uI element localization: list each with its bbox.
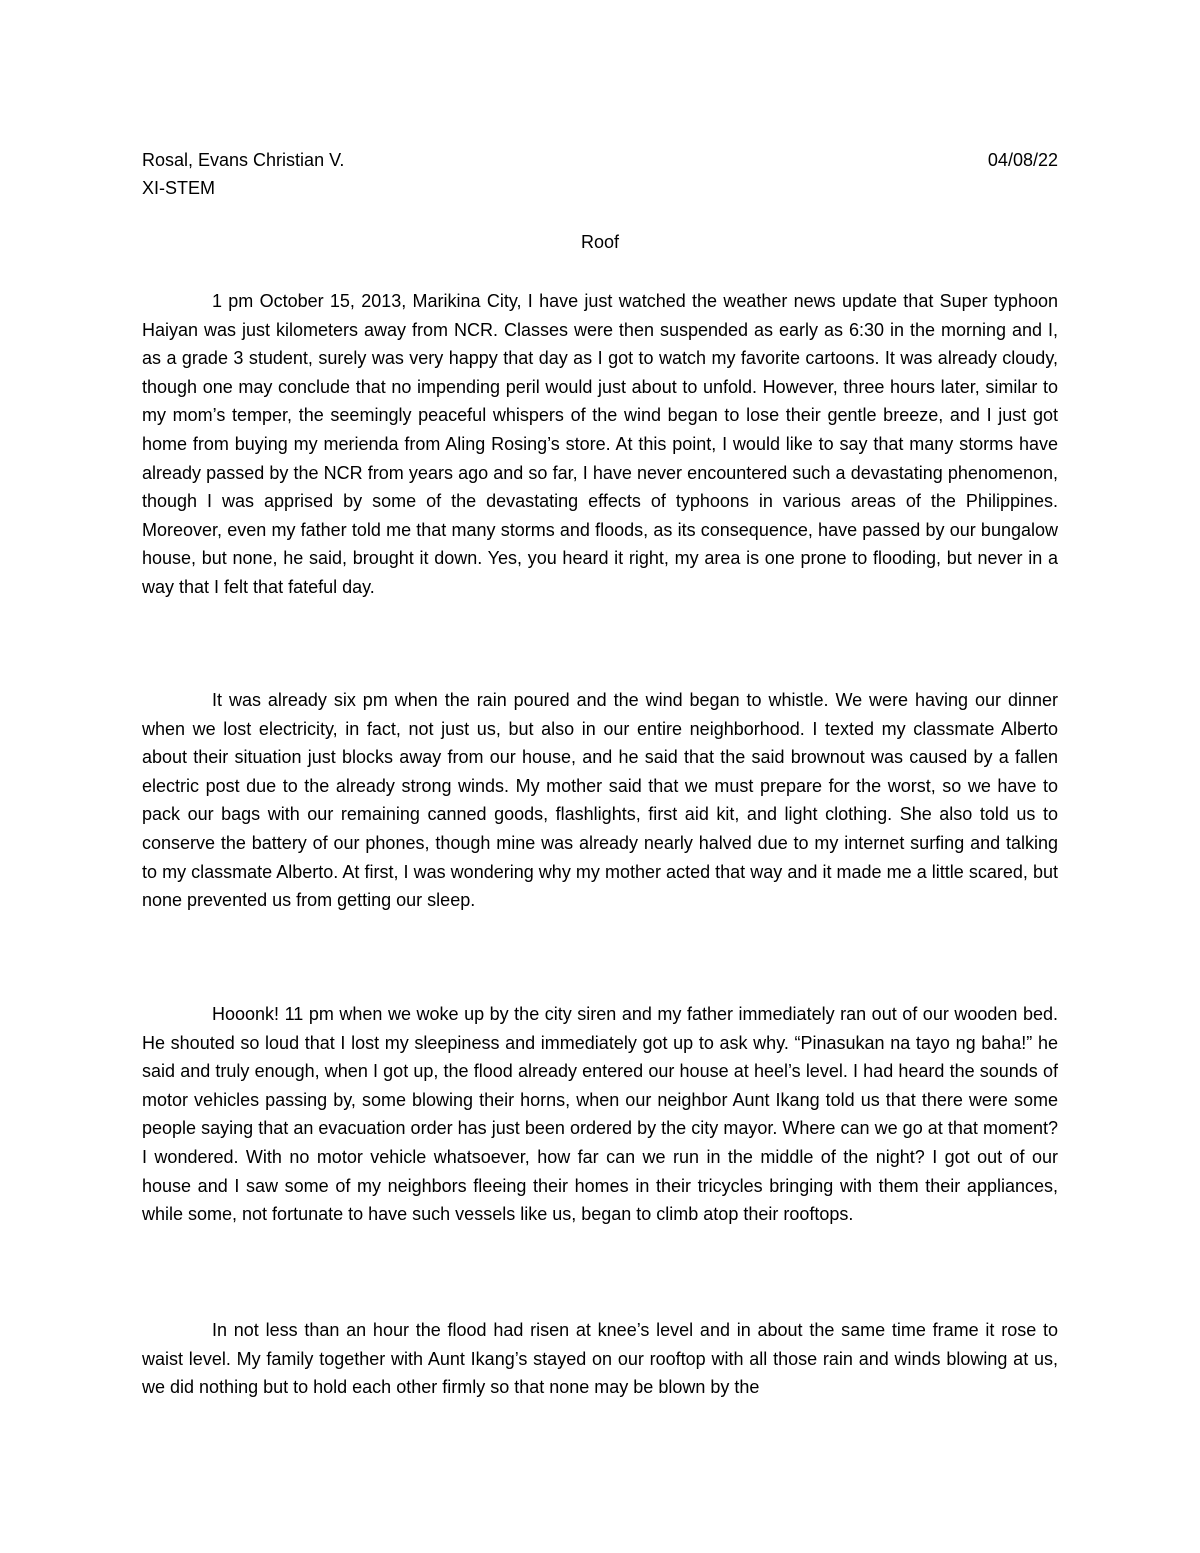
paragraph-4: In not less than an hour the flood had risen at knee’s level and in about the same time frame it rose to waist level. My family together with Aunt Ikang’s stayed on our rooftop with all those rain and winds blowing at us, we did nothing but to hold each other firmly so that none may be blown by the <box>142 1320 1058 1398</box>
paragraph-3: Hooonk! 11 pm when we woke up by the city siren and my father immediately ran out of our wooden bed. He shouted so loud that I lost my sleepiness and immediately got up to ask why. “Pinasukan na tayo ng baha!” he said and truly enough, when I got up, the flood already entered our house at heel’s level. I had heard the sounds of motor vehicles passing by, some blowing their horns, when our neighbor Aunt Ikang told us that there were some people saying that an evacuation order has just been ordered by the city mayor. Where can we go at that moment? I wondered. With no motor vehicle whatsoever, how far can we run in the middle of the night? I got out of our house and I saw some of my neighbors fleeing their homes in their tricycles bringing with them their appliances, while some, not fortunate to have such vessels like us, began to climb atop their rooftops. <box>142 1004 1058 1225</box>
header-line-author-date <box>142 146 1058 174</box>
student-section: XI-STEM <box>142 178 216 198</box>
document-date: 04/08/22 <box>987 150 1058 170</box>
paragraph-1: 1 pm October 15, 2013, Marikina City, I have just watched the weather news update that Super typhoon Haiyan was just kilometers away from NCR. Classes were then suspended as early as 6:30 in the morning and I, as a grade 3 student, surely was very happy that day as I got to watch my favorite cartoons. It was already cloudy, though one may conclude that no impending peril would just about to unfold. However, three hours later, similar to my mom’s temper, the seemingly peaceful whispers of the wind began to lose their gentle breeze, and I just got home from buying my merienda from Aling Rosing’s store. At this point, I would like to say that many storms have already passed by the NCR from years ago and so far, I have never encountered such a devastating phenomenon, though I was apprised by some of the devastating effects of typhoons in various areas of the Philippines. Moreover, even my father told me that many storms and floods, as its consequence, have passed by our bungalow house, but none, he said, brought it down. Yes, you heard it right, my area is one prone to flooding, but never in a way that I felt that fateful day. <box>142 291 1058 597</box>
essay-title: Roof <box>580 232 620 252</box>
author-name: Rosal, Evans Christian V. <box>142 150 345 170</box>
header-line-section <box>142 174 1058 202</box>
paragraph-2: It was already six pm when the rain poured and the wind began to whistle. We were having our dinner when we lost electricity, in fact, not just us, but also in our entire neighborhood. I texted my classmate Alberto about their situation just blocks away from our house, and he said that the said brownout was caused by a fallen electric post due to the already strong winds. My mother said that we must prepare for the worst, so we have to pack our bags with our remaining canned goods, flashlights, first aid kit, and light clothing. She also told us to conserve the battery of our phones, though mine was already nearly halved due to my internet surfing and talking to my classmate Alberto. At first, I was wondering why my mother acted that way and it made me a little scared, but none prevented us from getting our sleep. <box>142 690 1058 911</box>
